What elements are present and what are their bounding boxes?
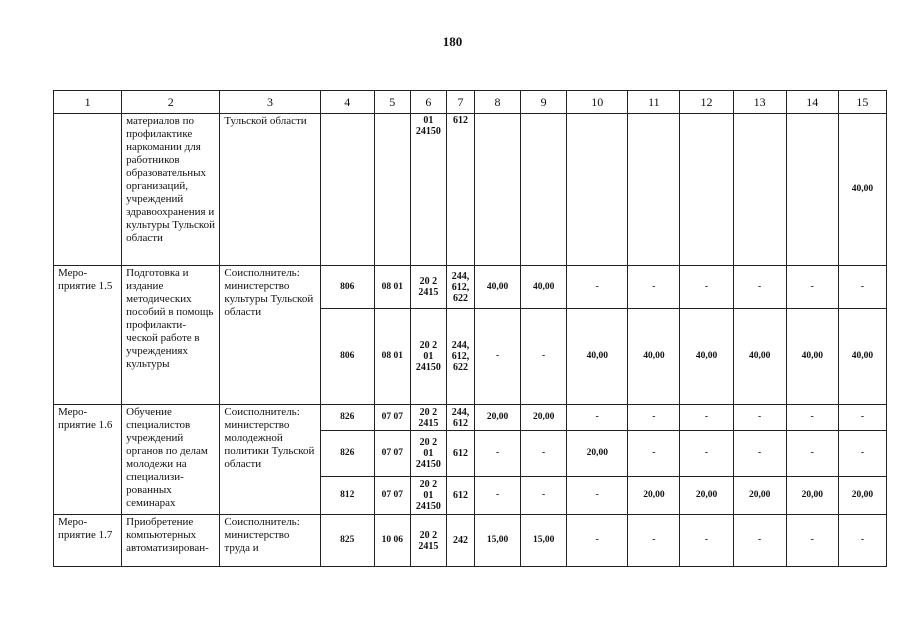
amount-cell: - [521,477,567,515]
table-row [54,405,887,431]
event-description: Приобретение компьютерных автоматизирован- [122,515,220,567]
amount-cell: - [680,515,733,567]
header-cell: 12 [680,91,733,114]
amount-cell: - [521,309,567,405]
amount-cell: 20,00 [567,431,628,477]
amount-cell: 20,00 [521,405,567,431]
section-code: 07 07 [374,405,410,431]
table-row [54,114,887,266]
ministry-code: 806 [320,309,374,405]
event-label: Меро-приятие 1.6 [54,405,122,515]
amount-cell: - [838,266,886,309]
amount-cell: - [521,431,567,477]
target-code: 20 2 01 24150 [410,431,446,477]
amount-cell: - [628,431,680,477]
expense-type: 612 [446,431,474,477]
amount-cell: - [733,405,786,431]
expense-type: 244, 612, 622 [446,266,474,309]
target-code: 20 2 01 24150 [410,477,446,515]
amount-cell: 20,00 [628,477,680,515]
header-cell: 10 [567,91,628,114]
ministry-code: 806 [320,266,374,309]
header-cell: 2 [122,91,220,114]
header-cell: 8 [474,91,520,114]
header-cell: 4 [320,91,374,114]
amount-cell: 20,00 [680,477,733,515]
target-code: 20 2 2415 [410,405,446,431]
section-code: 08 01 [374,309,410,405]
header-cell: 11 [628,91,680,114]
expense-type: 244, 612 [446,405,474,431]
amount-cell: 40,00 [474,266,520,309]
amount-cell: - [680,431,733,477]
amount-cell: - [786,266,838,309]
expense-type: 612 [446,114,474,266]
header-cell: 1 [54,91,122,114]
target-code: 20 2 2415 [410,515,446,567]
section-code: 07 07 [374,431,410,477]
amount-cell: 40,00 [521,266,567,309]
expense-type: 244, 612, 622 [446,309,474,405]
executor: Соисполнитель: министерство труда и [220,515,320,567]
header-row [54,91,887,114]
amount-cell: - [733,515,786,567]
event-description: материалов по профилактике наркомании для работников образовательных организаций, учреждений здравоохранения и культуры Тульской области [122,114,220,266]
header-cell: 9 [521,91,567,114]
section-code: 08 01 [374,266,410,309]
amount-cell: - [786,405,838,431]
event-label: Меро-приятие 1.7 [54,515,122,567]
header-cell: 14 [786,91,838,114]
amount-cell: - [733,431,786,477]
ministry-code: 826 [320,431,374,477]
amount-cell: - [838,515,886,567]
event-description: Подготовка и издание методических пособий в помощь профилакти-ческой работе в учреждениях культуры [122,266,220,405]
table-row [54,515,887,567]
amount-cell: 40,00 [786,309,838,405]
amount-cell: 40,00 [838,114,886,266]
amount-cell: - [838,431,886,477]
amount-cell: - [838,405,886,431]
ministry-code: 812 [320,477,374,515]
amount-cell: - [474,477,520,515]
header-cell: 5 [374,91,410,114]
header-cell: 3 [220,91,320,114]
amount-cell: 20,00 [733,477,786,515]
amount-cell: - [567,515,628,567]
amount-cell: - [628,266,680,309]
ministry-code: 825 [320,515,374,567]
amount-cell: - [567,266,628,309]
header-cell: 7 [446,91,474,114]
amount-cell: 40,00 [733,309,786,405]
program-table [53,90,887,567]
executor: Соисполнитель: министерство культуры Тульской области [220,266,320,405]
table-row [54,266,887,309]
amount-cell: - [567,477,628,515]
amount-cell: - [474,431,520,477]
amount-cell: - [786,515,838,567]
header-cell: 6 [410,91,446,114]
amount-cell: - [628,515,680,567]
page-number: 180 [442,34,463,49]
header-cell: 15 [838,91,886,114]
amount-cell: - [567,405,628,431]
executor: Соисполнитель: министерство молодежной политики Тульской области [220,405,320,515]
header-cell: 13 [733,91,786,114]
amount-cell: 20,00 [838,477,886,515]
executor: Тульской области [220,114,320,266]
section-code: 07 07 [374,477,410,515]
amount-cell: - [474,309,520,405]
amount-cell: - [680,405,733,431]
amount-cell: - [628,405,680,431]
event-description: Обучение специалистов учреждений органов по делам молодежи на специализи-рованных семинарах [122,405,220,515]
amount-cell: - [733,266,786,309]
target-code: 20 2 2415 [410,266,446,309]
amount-cell: 40,00 [628,309,680,405]
amount-cell: 40,00 [567,309,628,405]
amount-cell: 40,00 [838,309,886,405]
amount-cell: 15,00 [521,515,567,567]
amount-cell: - [786,431,838,477]
target-code: 01 24150 [410,114,446,266]
expense-type: 242 [446,515,474,567]
amount-cell: 40,00 [680,309,733,405]
amount-cell: 20,00 [786,477,838,515]
amount-cell: 20,00 [474,405,520,431]
ministry-code: 826 [320,405,374,431]
event-label: Меро-приятие 1.5 [54,266,122,405]
expense-type: 612 [446,477,474,515]
target-code: 20 2 01 24150 [410,309,446,405]
amount-cell: - [680,266,733,309]
amount-cell: 15,00 [474,515,520,567]
section-code: 10 06 [374,515,410,567]
